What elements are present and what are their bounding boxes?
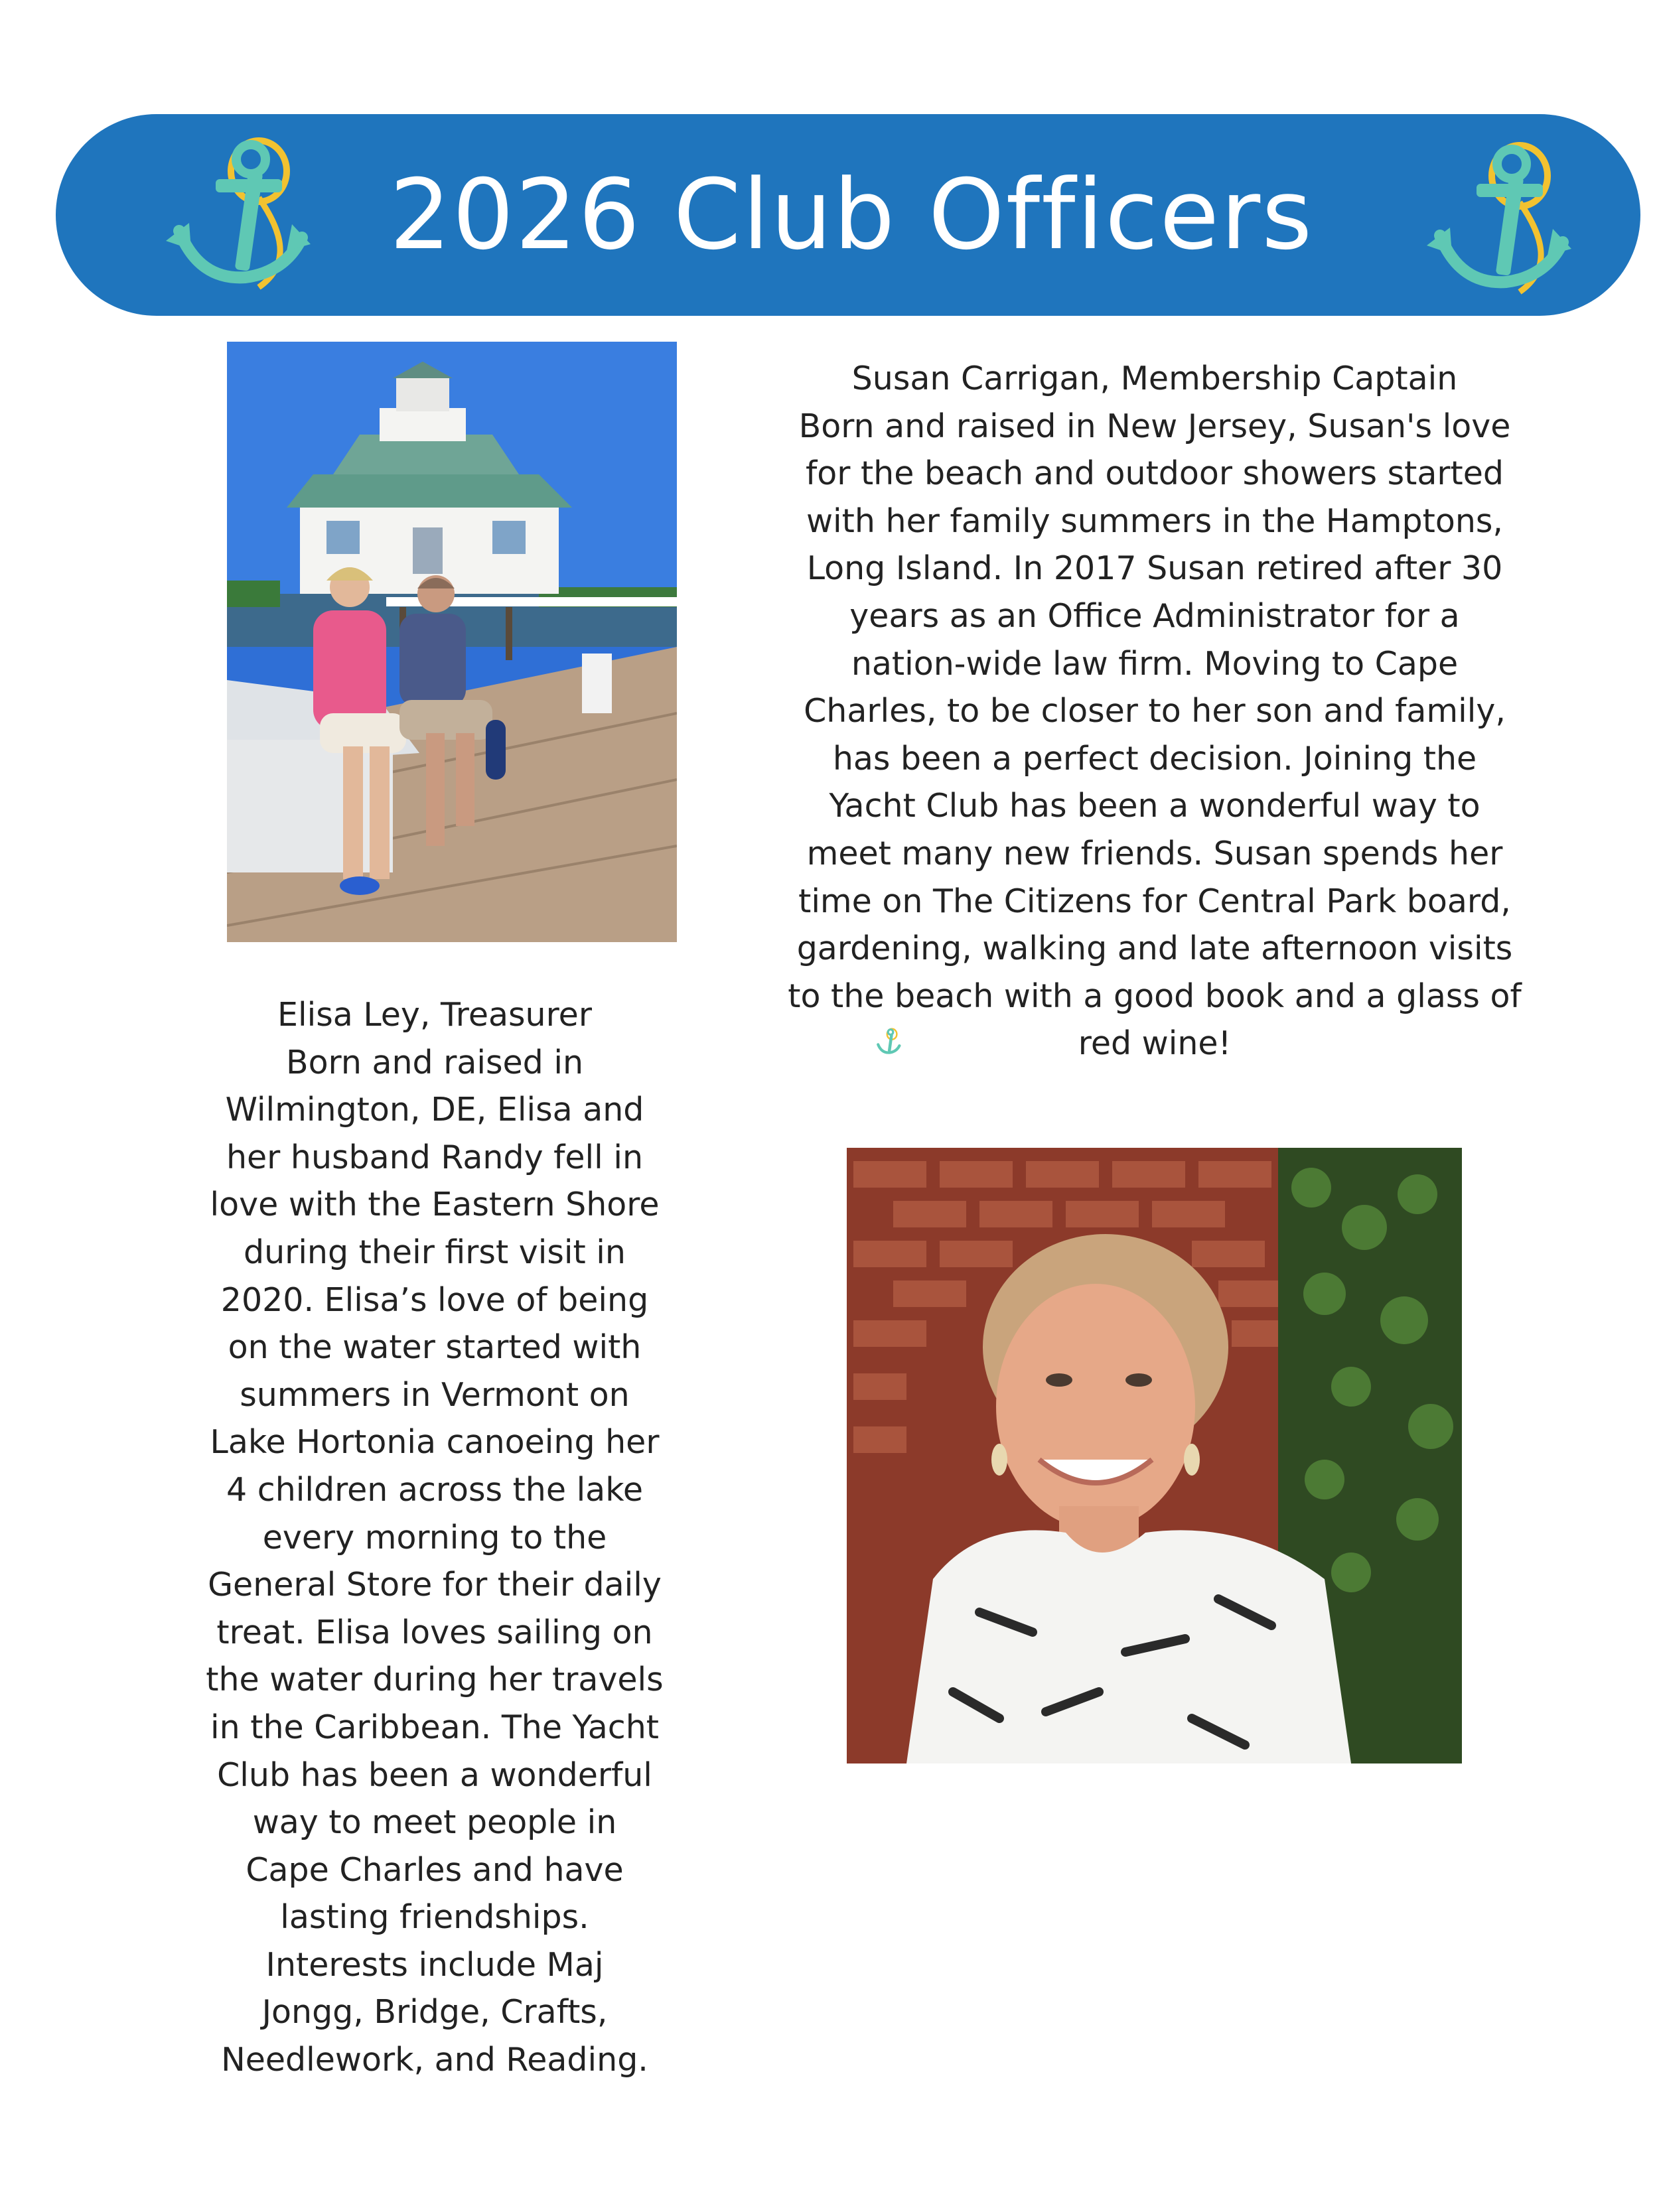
bio-line: lasting friendships. [280, 1898, 589, 1937]
bio-line: meet many new friends. Susan spends her [806, 834, 1503, 872]
susan-bio-heading: Susan Carrigan, Membership Captain [851, 360, 1458, 397]
page-title: 2026 Club Officers [389, 159, 1314, 271]
bio-line: 4 children across the lake [226, 1470, 643, 1509]
bio-line: her husband Randy fell in [226, 1138, 644, 1176]
bio-line: Interests include Maj [265, 1945, 604, 1984]
susan-photo [847, 1148, 1462, 1763]
bio-line: in the Caribbean. The Yacht [210, 1708, 659, 1746]
bio-line: with her family summers in the Hamptons, [806, 502, 1503, 540]
bio-line: to the beach with a good book and a glass of [788, 977, 1522, 1015]
small-anchor-icon [875, 1027, 901, 1056]
susan-bio [743, 355, 1566, 1068]
bio-line: Needlework, and Reading. [221, 2041, 648, 2079]
elisa-bio [173, 991, 697, 2084]
bio-line: gardening, walking and late afternoon visits [796, 930, 1513, 968]
bio-line: Long Island. In 2017 Susan retired after 30 [806, 549, 1503, 588]
bio-line: has been a perfect decision. Joining the [832, 739, 1477, 778]
bio-line: Born and raised in New Jersey, Susan's love [798, 407, 1511, 445]
bio-line: Lake Hortonia canoeing her [210, 1423, 660, 1462]
bio-line: the water during her travels [206, 1661, 664, 1699]
bio-line: Yacht Club has been a wonderful way to [829, 787, 1480, 825]
bio-line: treat. Elisa loves sailing on [216, 1613, 653, 1651]
bio-line: years as an Office Administrator for a [849, 596, 1460, 635]
bio-line: 2020. Elisa’s love of being [220, 1280, 649, 1319]
bio-line: time on The Citizens for Central Park board, [798, 882, 1511, 920]
elisa-photo [227, 342, 677, 942]
bio-line: for the beach and outdoor showers started [806, 454, 1504, 493]
bio-line: Club has been a wonderful [217, 1756, 652, 1794]
bio-line: nation-wide law firm. Moving to Cape [851, 644, 1459, 683]
anchor-icon [1420, 136, 1573, 302]
bio-line: way to meet people in [252, 1803, 617, 1842]
bio-line: Jongg, Bridge, Crafts, [261, 1993, 608, 2032]
bio-line: Wilmington, DE, Elisa and [225, 1091, 644, 1129]
bio-line: red wine! [1078, 1024, 1232, 1063]
bio-line: General Store for their daily [208, 1566, 662, 1604]
bio-line: during their first visit in [244, 1233, 626, 1271]
bio-line: love with the Eastern Shore [210, 1186, 660, 1224]
elisa-bio-heading: Elisa Ley, Treasurer [277, 996, 592, 1034]
bio-line: summers in Vermont on [240, 1375, 630, 1414]
anchor-icon [159, 131, 312, 297]
bio-line: every morning to the [262, 1518, 607, 1556]
bio-line: on the water started with [228, 1328, 642, 1367]
bio-line: Cape Charles and have [246, 1850, 624, 1889]
bio-line: Charles, to be closer to her son and family, [804, 692, 1506, 730]
bio-line: Born and raised in [285, 1043, 584, 1081]
